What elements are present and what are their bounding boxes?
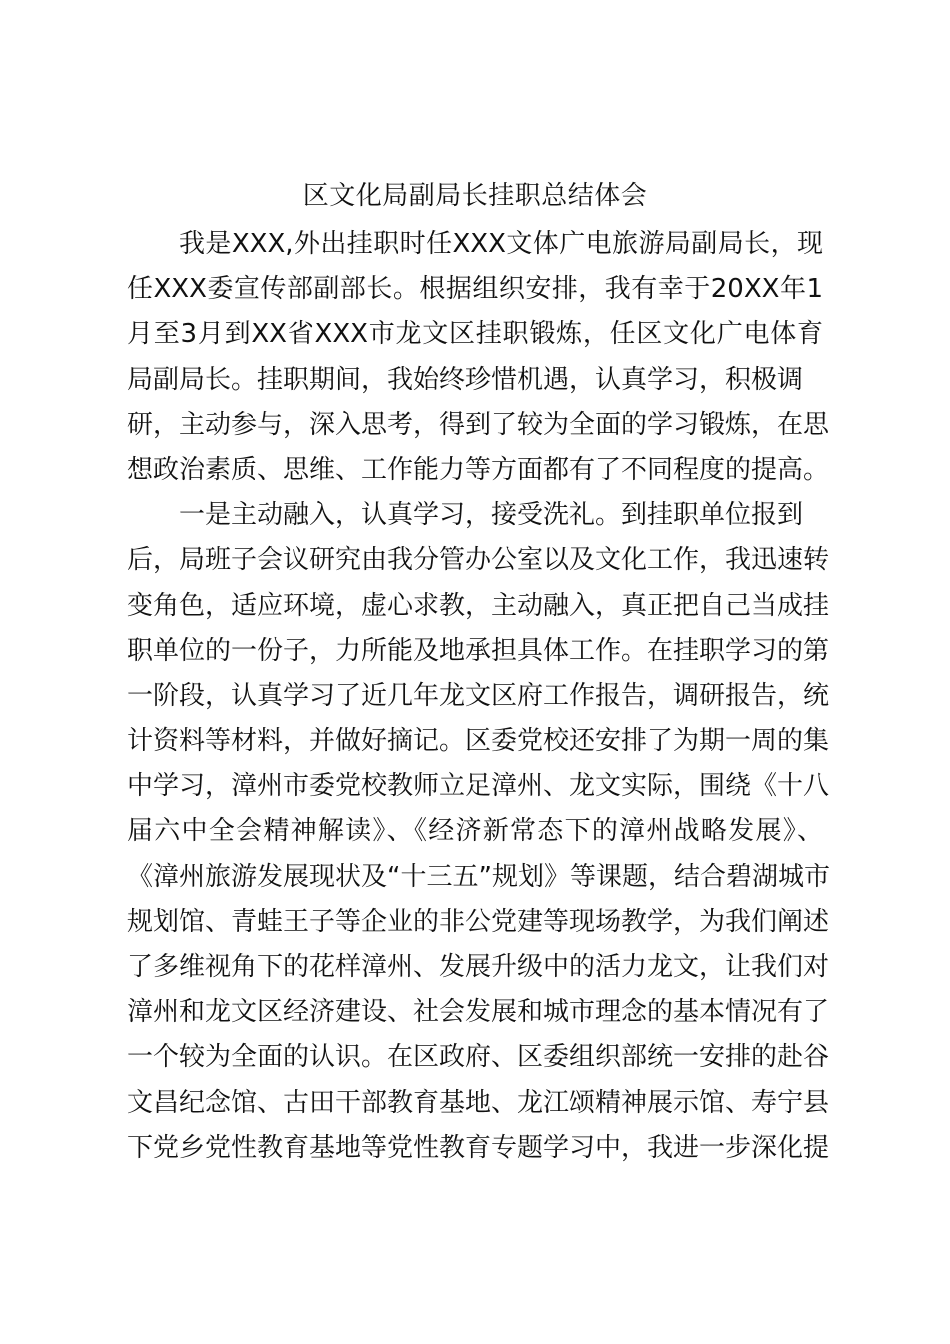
text-line: 届六中全会精神解读》、《经济新常态下的漳州战略发展》、 xyxy=(127,816,823,847)
text-line: 一个较为全面的认识。在区政府、区委组织部统一安排的赴谷 xyxy=(127,1042,830,1073)
paragraph-first-point xyxy=(127,493,830,1171)
text-line: 漳州和龙文区经济建设、社会发展和城市理念的基本情况有了 xyxy=(127,997,830,1028)
text-line: 局副局长。挂职期间，我始终珍惜机遇，认真学习，积极调 xyxy=(127,364,804,395)
text-line: 月至3月到XX省XXX市龙文区挂职锻炼，任区文化广电体育 xyxy=(127,319,823,350)
text-line: 研，主动参与，深入思考，得到了较为全面的学习锻炼，在思 xyxy=(127,409,830,440)
document-title: 区文化局副局长挂职总结体会 xyxy=(302,181,648,211)
text-line: 任XXX委宣传部副部长。根据组织安排，我有幸于20XX年1 xyxy=(127,274,823,305)
document-body xyxy=(127,222,830,1171)
text-line: 想政治素质、思维、工作能力等方面都有了不同程度的提高。 xyxy=(127,454,830,485)
text-line: 《漳州旅游发展现状及“十三五”规划》等课题，结合碧湖城市 xyxy=(127,861,830,892)
text-line: 一阶段，认真学习了近几年龙文区府工作报告，调研报告，统 xyxy=(127,680,830,711)
text-line: 规划馆、青蛙王子等企业的非公党建等现场教学，为我们阐述 xyxy=(127,906,830,937)
text-line: 下党乡党性教育基地等党性教育专题学习中，我进一步深化提 xyxy=(127,1132,830,1163)
text-line: 职单位的一份子，力所能及地承担具体工作。在挂职学习的第 xyxy=(127,635,830,666)
paragraph-intro xyxy=(127,222,830,493)
text-line: 一是主动融入，认真学习，接受洗礼。到挂职单位报到 xyxy=(179,500,804,531)
text-line: 了多维视角下的花样漳州、发展升级中的活力龙文，让我们对 xyxy=(127,952,830,982)
text-line: 后，局班子会议研究由我分管办公室以及文化工作，我迅速转 xyxy=(127,545,830,576)
text-line: 我是XXX,外出挂职时任XXX文体广电旅游局副局长，现 xyxy=(179,229,823,259)
text-line: 中学习，漳州市委党校教师立足漳州、龙文实际，围绕《十八 xyxy=(127,771,830,802)
text-line: 变角色，适应环境，虚心求教，主动融入，真正把自己当成挂 xyxy=(127,590,830,621)
text-line: 文昌纪念馆、古田干部教育基地、龙江颂精神展示馆、寿宁县 xyxy=(127,1087,830,1118)
text-line: 计资料等材料，并做好摘记。区委党校还安排了为期一周的集 xyxy=(127,726,830,757)
